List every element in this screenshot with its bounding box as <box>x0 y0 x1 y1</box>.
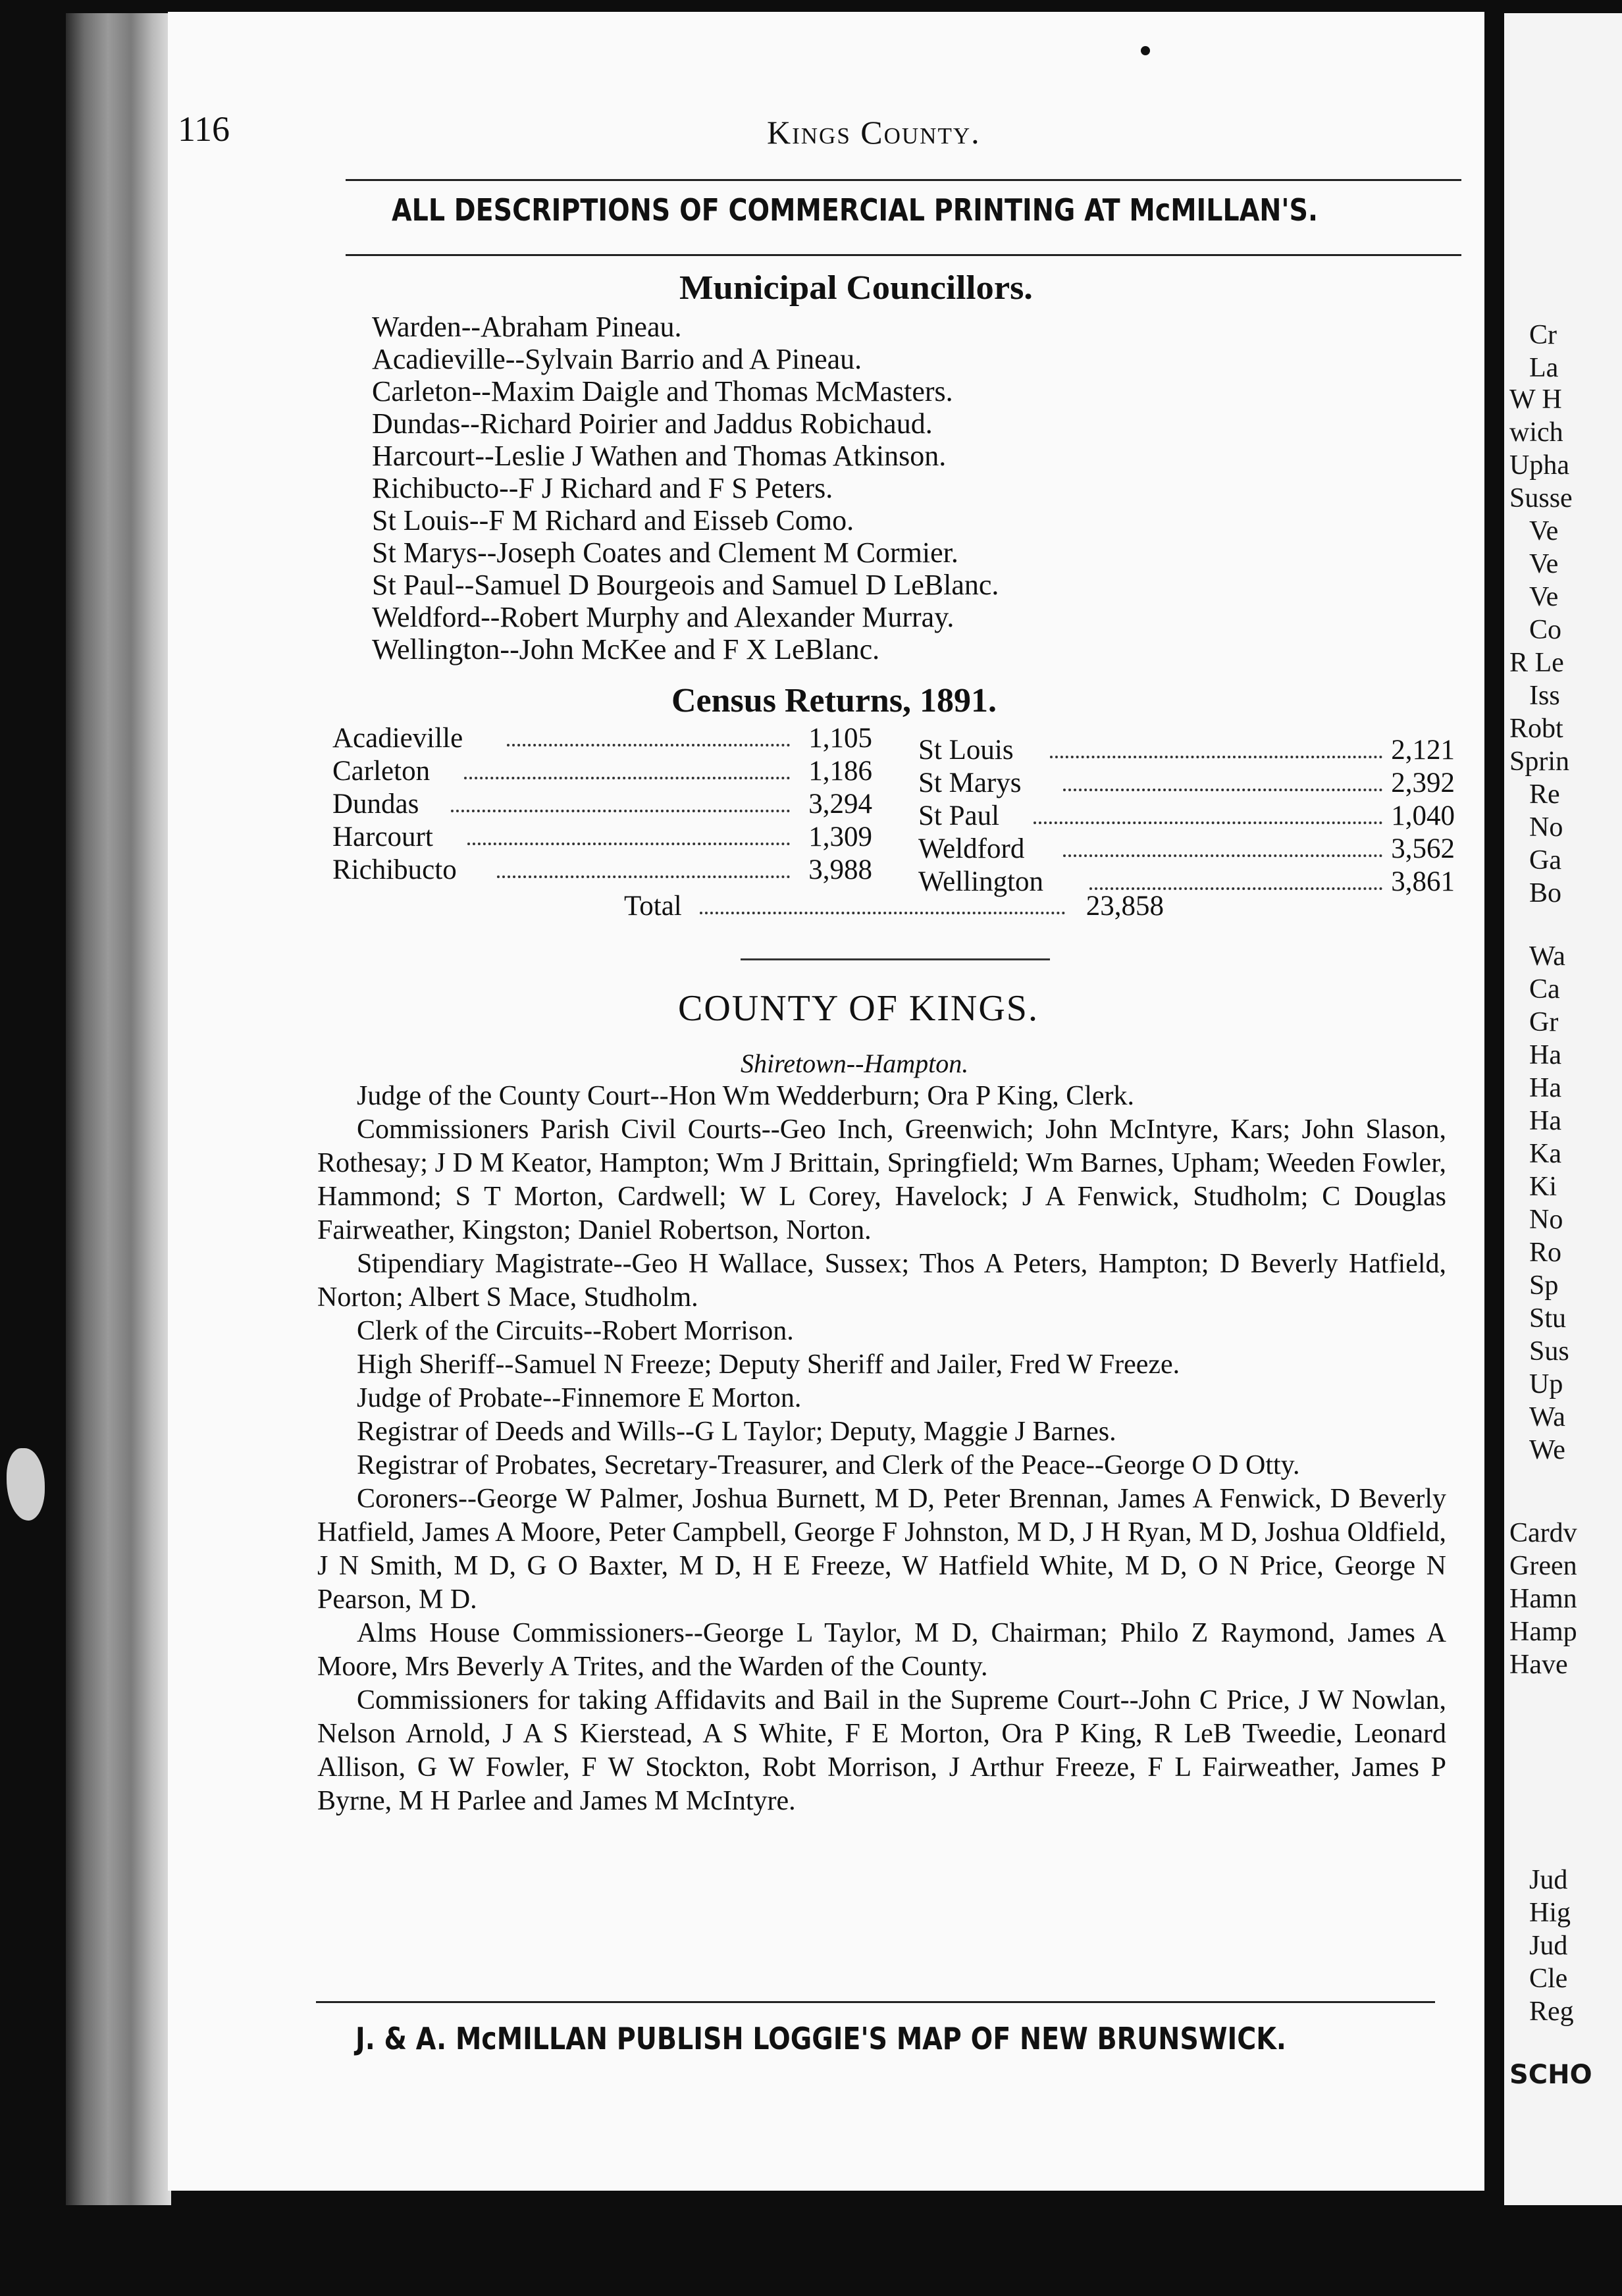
facing-fragment: Bo <box>1529 878 1562 908</box>
census-row <box>918 835 1455 868</box>
facing-fragment: Reg <box>1529 1996 1574 2027</box>
officials-paragraph: Judge of Probate--Finnemore E Morton. <box>357 1383 802 1413</box>
census-district: Dundas <box>332 789 419 820</box>
facing-fragment: Ve <box>1529 549 1559 579</box>
officials-paragraph: Judge of the County Court--Hon Wm Wedderburn; Ora P King, Clerk. <box>357 1081 1135 1111</box>
census-row <box>332 790 872 823</box>
councillor-line: Warden--Abraham Pineau. <box>372 311 682 343</box>
facing-fragment: Ha <box>1529 1040 1561 1070</box>
facing-fragment: SCHO <box>1509 2060 1592 2090</box>
facing-fragment: No <box>1529 812 1563 843</box>
census-district: Harcourt <box>332 822 433 852</box>
facing-fragment: Hamp <box>1509 1617 1577 1647</box>
officials-paragraph: Coroners--George W Palmer, Joshua Burnett, M D, Peter Brennan, James A Fenwick, D Beverly Hatfield, James A Moore, Peter Campbell, George F Johnston, M D, J H Ryan, M D, Joshua Oldfield, J N Smith, M D, G O Baxter, M D, H E Freeze, W Hatfield White, M D, O N Price, George N Pearson, M D. <box>317 1484 1446 1615</box>
facing-fragment: Have <box>1509 1650 1568 1680</box>
county-officials-text <box>317 1080 1446 1818</box>
facing-fragment: Ha <box>1529 1073 1561 1103</box>
running-head: Kings County. <box>767 114 981 151</box>
census-district: Weldford <box>918 833 1025 864</box>
councillor-line: St Louis--F M Richard and Eisseb Como. <box>372 504 854 536</box>
officials-paragraph: Stipendiary Magistrate--Geo H Wallace, Sussex; Thos A Peters, Hampton; D Beverly Hatfield, Norton; Albert S Mace, Studholm. <box>317 1249 1446 1313</box>
census-row <box>332 823 872 856</box>
facing-fragment: Hamn <box>1509 1584 1577 1614</box>
councillor-line: St Marys--Joseph Coates and Clement M Cormier. <box>372 536 958 569</box>
facing-fragment: Ki <box>1529 1172 1557 1202</box>
councillor-line: Dundas--Richard Poirier and Jaddus Robichaud. <box>372 407 933 440</box>
facing-fragment: Ve <box>1529 516 1559 546</box>
census-population: 3,562 <box>1391 833 1455 864</box>
councillor-line: Carleton--Maxim Daigle and Thomas McMasters. <box>372 375 953 407</box>
facing-fragment: No <box>1529 1205 1563 1235</box>
census-population: 1,105 <box>808 723 872 754</box>
facing-fragment: Stu <box>1529 1303 1567 1334</box>
census-population: 1,309 <box>808 822 872 852</box>
facing-fragment: Green <box>1509 1551 1577 1581</box>
facing-fragment: W H <box>1509 384 1562 415</box>
census-district: St Louis <box>918 735 1014 766</box>
facing-fragment: We <box>1529 1435 1565 1465</box>
facing-fragment: Ka <box>1529 1139 1561 1169</box>
census-total-value: 23,858 <box>1086 891 1164 922</box>
census-population: 1,186 <box>808 756 872 787</box>
facing-fragment: Iss <box>1529 681 1560 711</box>
county-title: COUNTY OF KINGS. <box>678 988 1039 1029</box>
councillor-line: Acadieville--Sylvain Barrio and A Pineau. <box>372 343 862 375</box>
census-row <box>918 736 1455 769</box>
councillors-heading: Municipal Councillors. <box>679 269 1033 307</box>
facing-fragment: Re <box>1529 779 1560 810</box>
facing-fragment: Ro <box>1529 1238 1562 1268</box>
census-population: 1,040 <box>1391 800 1455 831</box>
facing-fragment: Ca <box>1529 974 1560 1004</box>
ink-dot <box>1141 46 1150 55</box>
census-row <box>332 757 872 790</box>
facing-fragment: Susse <box>1509 483 1573 513</box>
census-row <box>332 724 872 757</box>
census-row <box>332 856 872 889</box>
section-divider <box>741 958 1050 960</box>
facing-page <box>1504 13 1622 2205</box>
facing-fragment: Sus <box>1529 1336 1569 1367</box>
header-banner: ALL DESCRIPTIONS OF COMMERCIAL PRINTING AT McMILLAN'S. <box>392 192 1319 228</box>
header-rule-top <box>346 179 1461 181</box>
facing-fragment: Jud <box>1529 1931 1568 1961</box>
facing-fragment: Jud <box>1529 1865 1568 1895</box>
census-total-label: Total <box>624 891 682 922</box>
page-number: 116 <box>178 109 230 149</box>
shiretown: Shiretown--Hampton. <box>741 1049 969 1078</box>
officials-paragraph: Commissioners for taking Affidavits and Bail in the Supreme Court--John C Price, J W Nowlan, Nelson Arnold, J A S Kierstead, A S White, F E Morton, Ora P King, R LeB Tweedie, Leonard Allison, G W Fowler, F W Stockton, Robt Morrison, J Arthur Freeze, F L Fairweather, James P Byrne, M H Parlee and James M McIntyre. <box>317 1685 1446 1816</box>
officials-paragraph: Registrar of Deeds and Wills--G L Taylor; Deputy, Maggie J Barnes. <box>357 1417 1116 1447</box>
header-rule-bottom <box>346 254 1461 256</box>
census-population: 2,121 <box>1391 735 1455 766</box>
facing-fragment: wich <box>1509 417 1563 448</box>
councillor-line: Weldford--Robert Murphy and Alexander Murray. <box>372 601 955 633</box>
facing-fragment: Gr <box>1529 1007 1559 1037</box>
officials-paragraph: Clerk of the Circuits--Robert Morrison. <box>357 1316 794 1346</box>
footer-rule <box>316 2001 1435 2003</box>
officials-paragraph: Registrar of Probates, Secretary-Treasurer, and Clerk of the Peace--George O D Otty. <box>357 1450 1300 1480</box>
councillor-line: Harcourt--Leslie J Wathen and Thomas Atkinson. <box>372 440 947 472</box>
census-district: Wellington <box>918 866 1044 897</box>
facing-fragment: Cardv <box>1509 1518 1577 1548</box>
facing-fragment: Ga <box>1529 845 1561 875</box>
facing-fragment: Ve <box>1529 582 1559 612</box>
councillor-line: Wellington--John McKee and F X LeBlanc. <box>372 633 880 665</box>
facing-fragment: Sp <box>1529 1270 1559 1301</box>
facing-fragment: Co <box>1529 615 1562 645</box>
census-population: 3,988 <box>808 854 872 885</box>
facing-fragment: Sprin <box>1509 746 1570 777</box>
census-population: 2,392 <box>1391 768 1455 798</box>
census-district: St Marys <box>918 768 1022 798</box>
facing-fragment: Up <box>1529 1369 1563 1399</box>
census-row <box>918 769 1455 802</box>
facing-fragment: La <box>1529 353 1559 383</box>
officials-paragraph: High Sheriff--Samuel N Freeze; Deputy Sheriff and Jailer, Fred W Freeze. <box>357 1349 1180 1380</box>
officials-paragraph: Commissioners Parish Civil Courts--Geo Inch, Greenwich; John McIntyre, Kars; John Slason, Rothesay; J D M Keator, Hampton; Wm J Brittain, Springfield; Wm Barnes, Upham; Weeden Fowler, Hammond; S T Morton, Cardwell; W L Corey, Havelock; J A Fenwick, Studholm; C Douglas Fairweather, Kingston; Daniel Robertson, Norton. <box>317 1114 1446 1245</box>
facing-fragment: Ha <box>1529 1106 1561 1136</box>
census-row <box>918 802 1455 835</box>
facing-fragment: R Le <box>1509 648 1564 678</box>
facing-fragment: Wa <box>1529 941 1565 972</box>
facing-fragment: Wa <box>1529 1402 1565 1432</box>
census-population: 3,294 <box>808 789 872 820</box>
census-population: 3,861 <box>1391 866 1455 897</box>
facing-fragment: Cle <box>1529 1964 1568 1994</box>
councillor-line: Richibucto--F J Richard and F S Peters. <box>372 472 833 504</box>
facing-fragment: Hig <box>1529 1898 1571 1928</box>
census-district: Richibucto <box>332 854 457 885</box>
census-total-row <box>624 892 1164 925</box>
census-district: Carleton <box>332 756 431 787</box>
footer-banner: J. & A. McMILLAN PUBLISH LOGGIE'S MAP OF NEW BRUNSWICK. <box>355 2021 1286 2056</box>
paper-speck <box>7 1448 45 1521</box>
census-heading: Census Returns, 1891. <box>671 682 997 719</box>
census-district: Acadieville <box>332 723 463 754</box>
facing-fragment: Upha <box>1509 450 1569 481</box>
officials-paragraph: Alms House Commissioners--George L Taylor, M D, Chairman; Philo Z Raymond, James A Moore, Mrs Beverly A Trites, and the Warden of the County. <box>317 1618 1446 1682</box>
census-district: St Paul <box>918 800 1000 831</box>
facing-fragment: Cr <box>1529 320 1557 350</box>
book-spine <box>66 13 171 2205</box>
councillor-line: St Paul--Samuel D Bourgeois and Samuel D LeBlanc. <box>372 569 999 601</box>
facing-fragment: Robt <box>1509 714 1563 744</box>
